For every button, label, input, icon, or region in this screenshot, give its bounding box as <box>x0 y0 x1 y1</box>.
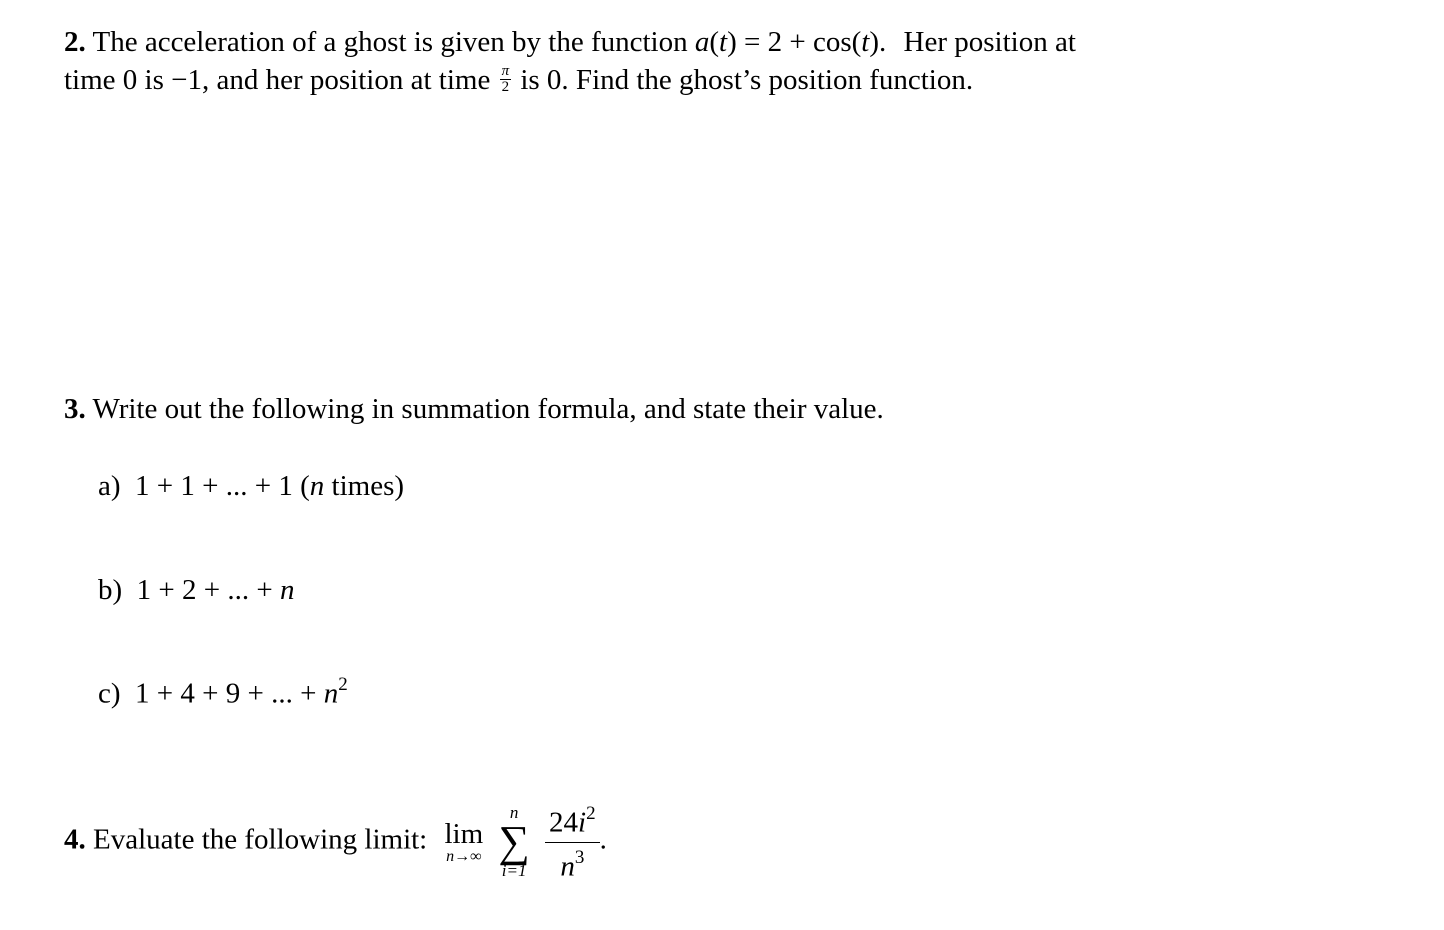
item-c-expression: 1 + 4 + 9 + ... + <box>135 677 317 710</box>
fraction-numerator: π <box>501 62 510 79</box>
problem-2-number: 2. <box>64 26 86 58</box>
fraction-denominator: 2 <box>501 78 510 95</box>
summand-fraction <box>545 800 600 883</box>
item-a <box>98 470 404 503</box>
function-arg: t <box>719 26 728 58</box>
item-b <box>98 574 295 607</box>
item-b-label: b) <box>98 574 123 606</box>
lim-word: lim <box>444 817 484 850</box>
problem-2-text-2: Her position at <box>903 26 1076 58</box>
item-c-variable: n <box>323 677 339 710</box>
problem-2-line-2 <box>64 62 1364 99</box>
summand-denominator <box>545 843 600 884</box>
numerator-coefficient: 24 <box>549 806 579 839</box>
summand-numerator <box>545 800 600 843</box>
cos-arg: t <box>861 26 870 58</box>
item-a-label: a) <box>98 470 121 502</box>
sum-lower-bound: i=1 <box>501 860 527 880</box>
item-c-exponent: 2 <box>338 674 348 695</box>
item-b-variable: n <box>280 574 295 606</box>
item-b-expression: 1 + 2 + ... + <box>136 574 273 606</box>
problem-2-text-1: The acceleration of a ghost is given by the function <box>92 26 688 58</box>
equation-rhs: = 2 + cos( <box>744 26 862 58</box>
item-a-expression: 1 + 1 + ... + 1 <box>135 470 293 502</box>
equation-end: ). <box>869 26 887 58</box>
problem-2-text-4: is 0. Find the ghost’s position function. <box>520 64 974 96</box>
problem-2-line-1 <box>64 24 1364 61</box>
denominator-variable: n <box>560 850 575 883</box>
problem-3-text: Write out the following in summation formula, and state their value. <box>92 393 884 425</box>
problem-3-number: 3. <box>64 393 86 425</box>
paren-close: ) <box>727 26 737 58</box>
item-c <box>98 676 348 711</box>
limit-operator <box>445 819 484 865</box>
function-name: a <box>694 26 710 58</box>
item-a-times: times) <box>331 470 405 502</box>
problem-4 <box>64 800 607 883</box>
numerator-variable: i <box>578 806 587 839</box>
sigma-symbol: ∑ <box>498 816 530 866</box>
paren-open: ( <box>709 26 720 58</box>
lim-subscript: n→∞ <box>446 847 482 865</box>
item-a-paren-open: ( <box>300 470 310 502</box>
problem-2 <box>64 24 1364 99</box>
pi-over-2-fraction <box>500 64 512 95</box>
problem-4-number: 4. <box>64 823 86 856</box>
problem-2-text-3: time 0 is −1, and her position at time <box>64 64 491 96</box>
summation-operator <box>498 804 529 880</box>
numerator-exponent: 2 <box>586 803 596 824</box>
problem-4-period: . <box>599 823 607 856</box>
problem-4-text: Evaluate the following limit: <box>93 823 428 856</box>
item-c-label: c) <box>98 677 121 710</box>
denominator-exponent: 3 <box>574 846 585 868</box>
item-a-variable: n <box>309 470 325 502</box>
problem-3 <box>64 391 884 428</box>
sum-upper-bound: n <box>509 802 519 822</box>
